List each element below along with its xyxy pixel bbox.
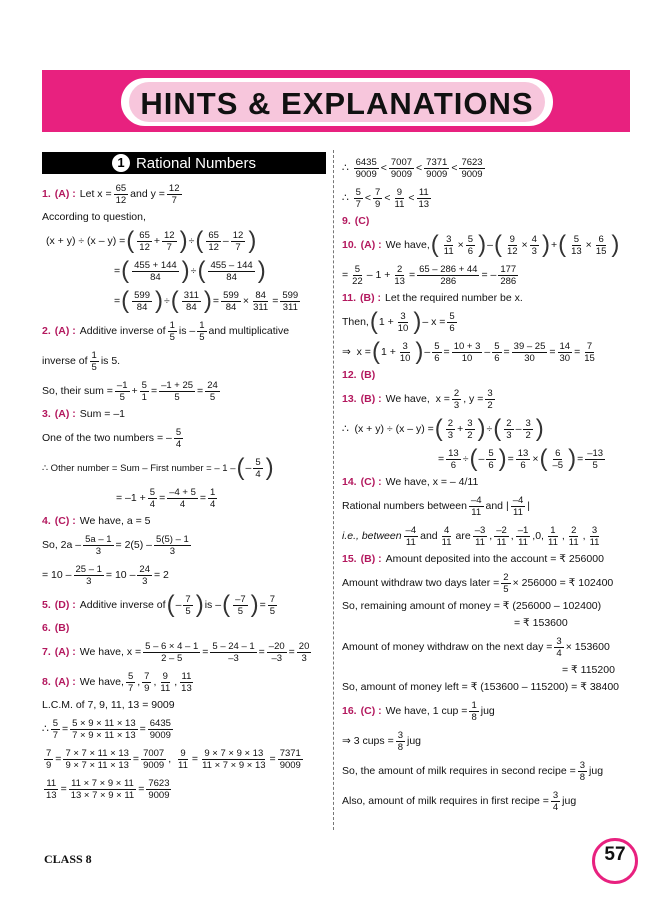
q15-row [342, 599, 640, 614]
q3-row: ∴ Other number = Sum – First number = – 1 – ( – $\frac{5}{4}$ ) [42, 454, 274, 481]
q-text: We have, [385, 238, 430, 251]
q-text: ⇒ 3 cups = [342, 734, 394, 747]
q16-row: 16. (C) : We have, 1 cup = $\frac{1}{8}$ jug [342, 699, 495, 723]
q16-row: Also, amount of milk requires in first recipe = $\frac{3}{4}$ jug [342, 789, 577, 813]
title-pill [118, 75, 556, 129]
q-label: 3. [42, 408, 51, 420]
q-label: 13. [342, 392, 357, 405]
q6-row [42, 621, 326, 636]
q-text: We have, 1 cup = [385, 704, 468, 717]
q-label: 10. [342, 238, 357, 251]
q-text: Amount withdraw two days later = [342, 576, 500, 589]
section-header [42, 152, 326, 174]
q-answer: (C) : [360, 476, 382, 488]
q-text: Also, amount of milk requires in first recipe = [342, 794, 549, 807]
page-number: 57 [604, 844, 626, 865]
q-text: is – [178, 324, 196, 337]
math-line: $\frac{7}{9}$ = $\frac{7 \times 7 \times 11 \times 13}{9 \times 7 \times 11 \times 13}$ = $\frac{7007}{9009}$ , $\frac{9}{11}$ = $\frac{9 \times 7 \times 9 \times 13}{11 \times 7 \times 9 \times 13}$ = $\frac{7371}{9009}$ [46, 747, 301, 771]
q-text: So, their sum [42, 384, 104, 397]
q15-row: Amount withdraw two days later = $\frac{2}{5}$ × 256000 = ₹ 102400 [342, 571, 614, 595]
math-line: ∴ $\frac{5}{7}$ = $\frac{5 \times 9 \times 11 \times 13}{7 \times 9 \times 11 \times 13}$ = $\frac{6435}{9009}$ [42, 717, 171, 741]
page-title: HINTS & EXPLANATIONS [140, 86, 534, 121]
q-text: ∴ Other number = Sum – First number = – 1 – [42, 462, 236, 474]
math-line: (x + y) ÷ (x – y) = ( $\frac{65}{12}$ + $\frac{12}{7}$ ) ÷ ( $\frac{65}{12}$ – $\frac{12}{7}$ ) [46, 227, 257, 254]
q-answer: (A) : [54, 324, 76, 337]
class-label: CLASS 8 [44, 852, 92, 866]
q-text: jug [562, 794, 577, 807]
q-label: 16. [342, 704, 357, 717]
q-text: According to question, [42, 211, 146, 223]
q16-row: ⇒ 3 cups = $\frac{3}{8}$ jug [342, 729, 422, 753]
q15-row [342, 552, 640, 567]
q8-row: 8. (A) : We have, $\frac{5}{7}$ , $\frac{7}{9}$ , $\frac{9}{11}$ , $\frac{11}{13}$ [42, 670, 192, 694]
q-text: i.e., between [342, 529, 402, 542]
q-text: Amount of money withdraw on the next day = [342, 640, 553, 653]
q-label: 15. [342, 553, 357, 565]
q-answer: (A) : [360, 238, 382, 251]
q1-row: 1. (A) : Let x = $\frac{65}{12}$ and y = $\frac{12}{7}$ [42, 182, 180, 206]
q-text: and [485, 499, 504, 512]
q-text: and multiplicative [208, 324, 290, 337]
q-text: and [420, 529, 438, 542]
q-label: 5. [42, 598, 51, 611]
q-text: jug [407, 734, 422, 747]
section-number: 1 [112, 154, 130, 172]
q-text: One of the two numbers = [42, 431, 164, 444]
q-text: = ₹ 115200 [562, 664, 615, 676]
q15-row: Amount of money withdraw on the next day = $\frac{3}{4}$ × 153600 [342, 635, 610, 659]
q-answer: (A) : [54, 408, 76, 420]
q-answer: (D) : [54, 598, 76, 611]
q-label: 12. [342, 369, 357, 381]
q-text: So, the amount of milk requires in second recipe = [342, 764, 576, 777]
fraction: $\frac{12}{7}$ [168, 182, 180, 206]
q16-row: So, the amount of milk requires in second recipe = $\frac{3}{8}$ jug [342, 759, 604, 783]
q12-row [342, 368, 640, 383]
math-line: $\frac{11}{13}$ = $\frac{11 \times 7 \times 9 \times 11}{13 \times 7 \times 9 \times 11}$ = $\frac{7623}{9009}$ [46, 777, 170, 801]
q-label: 4. [42, 515, 51, 527]
q15-row [342, 680, 640, 695]
column-divider [333, 150, 334, 830]
q-answer: (B) [54, 622, 70, 634]
q-answer: (B) : [360, 392, 382, 405]
q3-row [42, 407, 326, 422]
q3-row: One of the two numbers = – $\frac{5}{4}$ [42, 426, 182, 450]
q-answer: (C) : [54, 515, 76, 527]
math-line: = $\frac{5}{22}$ – 1 + $\frac{2}{13}$ = $\frac{65 - 286 + 44}{286}$ = – $\frac{177}{286}$ [342, 263, 517, 287]
q9-row [342, 214, 640, 229]
q-text: We have, [385, 392, 430, 405]
q4-row [42, 514, 326, 529]
q-text: Additive inverse of [79, 598, 166, 611]
q-text: Additive inverse of [79, 324, 166, 337]
q10-row: 10. (A) : We have, ( $\frac{3}{11}$ × $\frac{5}{6}$ ) – ( $\frac{9}{12}$ × $\frac{4}{3}$ ) + ( $\frac{5}{13}$ × $\frac{6}{15}$ ) [342, 231, 620, 258]
math-line: = $\frac{13}{6}$ ÷ ( – $\frac{5}{6}$ ) = $\frac{13}{6}$ × ( $\frac{6}{-5}$ ) = $\frac{-13}{5}$ [438, 445, 604, 472]
q-text: Sum = –1 [79, 408, 126, 420]
q-answer: (A) : [54, 675, 76, 688]
q-label: 6. [42, 622, 51, 634]
fraction: $\frac{65}{12}$ [115, 182, 127, 206]
q-text: We have, x = – 4/11 [385, 476, 479, 488]
q-text: L.C.M. of 7, 9, 11, 13 = 9009 [42, 699, 175, 711]
q-text: Let the required number be x. [385, 292, 523, 304]
math-line: ∴ (x + y) ÷ (x – y) = ( $\frac{2}{3}$ + $\frac{3}{2}$ ) ÷ ( $\frac{2}{3}$ – $\frac{3}{2}$ ) [342, 415, 544, 442]
q-label: 8. [42, 675, 51, 688]
q-answer: (C) : [360, 704, 382, 717]
math-line: ⇒ x = ( 1 + $\frac{3}{10}$ ) – $\frac{5}{6}$ = $\frac{10 + 3}{10}$ – $\frac{5}{6}$ = $\frac{39 - 25}{30}$ = $\frac{14}{30}$ = $\frac{7}{15}$ [342, 338, 595, 365]
q-label: 7. [42, 645, 51, 658]
q4-row: So, 2a – $\frac{5a - 1}{3}$ = 2(5) – $\frac{5(5) - 1}{3}$ [42, 533, 189, 557]
q-answer: (A) : [54, 645, 76, 658]
q-label: 11. [342, 292, 357, 304]
q-label: 2. [42, 324, 51, 337]
math-line: = –1 + $\frac{5}{4}$ = $\frac{-4 + 5}{4}$ = $\frac{1}{4}$ [116, 486, 216, 510]
q-answer: (A) : [54, 187, 76, 200]
q-text: We have, [79, 645, 124, 658]
right-column [342, 152, 640, 817]
left-column [42, 152, 326, 805]
q-text: jug [589, 764, 604, 777]
q-label: 9. [342, 215, 351, 227]
q2-row: inverse of $\frac{1}{5}$ is 5. [42, 349, 121, 373]
q-text: So, remaining amount of money = ₹ (256000 – 102400) [342, 600, 602, 612]
q11-row: Then, ( 1 + $\frac{3}{10}$ ) – x = $\frac{5}{6}$ [342, 308, 455, 335]
q-text: jug [480, 704, 495, 717]
section-title: Rational Numbers [135, 154, 257, 172]
math-line: = ( $\frac{599}{84}$ ) ÷ ( $\frac{311}{84}$ ) = $\frac{599}{84}$ × $\frac{84}{311}$ = $\frac{599}{311}$ [114, 287, 299, 314]
q14-row: Rational numbers between $\frac{-4}{11}$ and | $\frac{-4}{11}$ | [342, 494, 530, 518]
q5-row: 5. (D) : Additive inverse of ( – $\frac{7}{5}$ ) is – ( $\frac{-7}{5}$ ) = $\frac{7}{5}$ [42, 591, 276, 618]
q-answer: (B) [360, 369, 376, 381]
q2-row: So, their sum = $\frac{-1}{5}$ + $\frac{5}{1}$ = $\frac{-1 + 25}{5}$ = $\frac{24}{5}$ [42, 379, 218, 403]
q-answer: (C) [354, 215, 370, 227]
q15-row [342, 616, 640, 631]
q-answer: (B) : [360, 292, 382, 304]
q-label: 1. [42, 187, 51, 200]
q2-row: 2. (A) : Additive inverse of $\frac{1}{5}$ is – $\frac{1}{5}$ and multiplicative [42, 319, 290, 343]
q-text: Amount deposited into the account = ₹ 256000 [385, 553, 604, 565]
q-text: Rational numbers between [342, 499, 467, 512]
math-line: = ( $\frac{455 + 144}{84}$ ) ÷ ( $\frac{455 - 144}{84}$ ) [114, 257, 266, 284]
q-text: are [455, 529, 471, 542]
q15-row [342, 663, 640, 678]
q-text: So, [42, 538, 58, 551]
q-text: × 256000 = ₹ 102400 [512, 576, 614, 589]
math-line: = 10 – $\frac{25 - 1}{3}$ = 10 – $\frac{24}{3}$ = 2 [42, 563, 169, 587]
q14-row [342, 475, 640, 490]
q-label: 14. [342, 476, 357, 488]
q-text: is 5. [100, 354, 121, 367]
q1-row [42, 210, 326, 225]
q14-row: i.e., between $\frac{-4}{11}$ and $\frac{4}{11}$ are $\frac{-3}{11}$ , $\frac{-2}{11}$ , $\frac{-1}{11}$ ,0, $\frac{1}{11}$ , $\frac{2}{11}$ , $\frac{3}{11}$ [342, 524, 600, 548]
q-text: So, amount of money left = ₹ (153600 – 115200) = ₹ 38400 [342, 681, 620, 693]
q-text: Then, [342, 315, 369, 328]
q-text: = ₹ 153600 [514, 617, 568, 629]
q11-row [342, 291, 640, 306]
math-line: ∴ $\frac{6435}{9009}$ < $\frac{7007}{9009}$ < $\frac{7371}{9009}$ < $\frac{7623}{9009}$ [342, 156, 483, 180]
q-text: is [204, 598, 213, 611]
q-answer: (B) : [360, 553, 382, 565]
q-text: We have, a = 5 [79, 515, 151, 527]
q-text: Let [79, 187, 95, 200]
q-text: × 153600 [565, 640, 610, 653]
q-text: inverse of [42, 354, 88, 367]
q7-row: 7. (A) : We have, x = $\frac{5 - 6 \times 4 - 1}{2 - 5}$ = $\frac{5 - 24 - 1}{-3}$ = $\frac{-20}{-3}$ = $\frac{20}{3}$ [42, 640, 310, 664]
q-text: We have, [79, 675, 124, 688]
q8-row [42, 698, 326, 713]
q13-row: 13. (B) : We have, x = $\frac{2}{3}$ , y = $\frac{3}{2}$ [342, 387, 493, 411]
math-line: ∴ $\frac{5}{7}$ < $\frac{7}{9}$ < $\frac{9}{11}$ < $\frac{11}{13}$ [342, 186, 430, 210]
